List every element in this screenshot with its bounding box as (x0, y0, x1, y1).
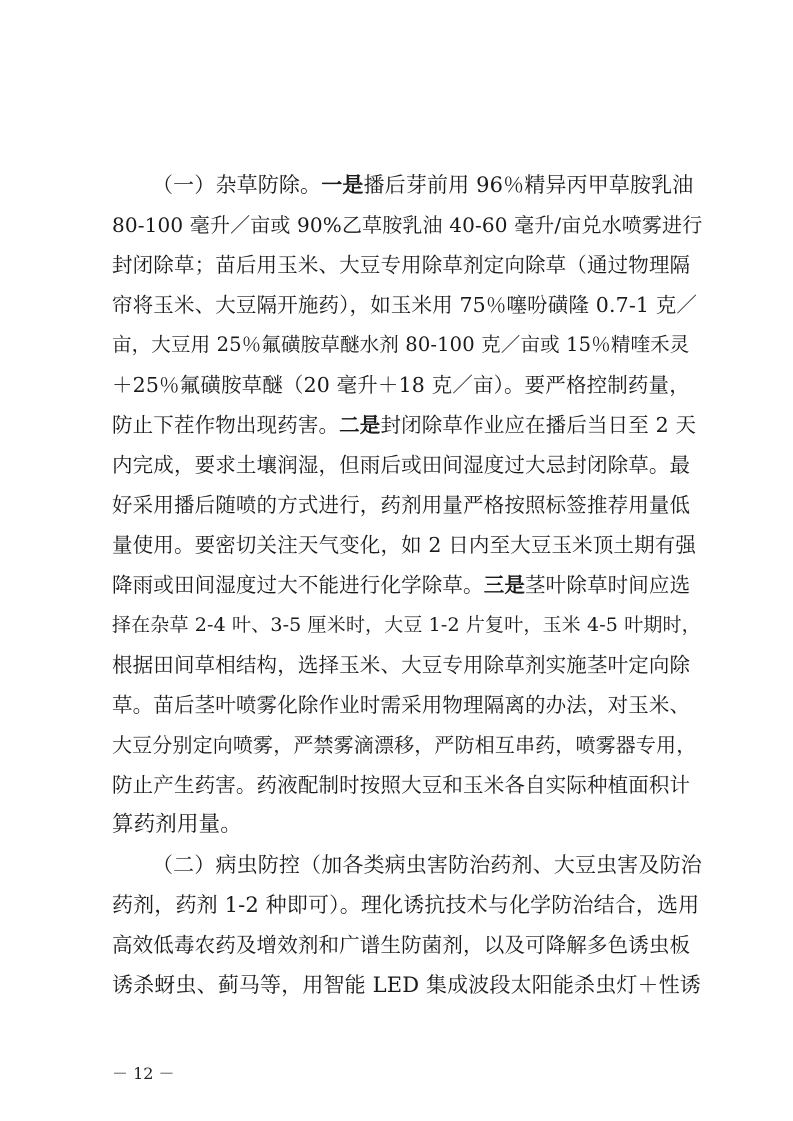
text-segment: 高效低毒农药及增效剂和广谱生防菌剂，以及可降解多色诱虫板 (112, 933, 691, 957)
text-line (112, 367, 690, 403)
text-line (112, 967, 701, 1003)
text-segment: 草。苗后茎叶喷雾化除作业时需采用物理隔离的办法，对玉米、 (112, 693, 691, 717)
text-segment: 防止下茬作物出现药害。 (112, 413, 340, 437)
text-line (112, 207, 702, 243)
text-segment: 药剂，药剂 1-2 种即可）。理化诱抗技术与化学防治结合，选用 (112, 893, 700, 917)
text-line (112, 647, 690, 683)
text-segment: （二）病虫防控（加各类病虫害防治药剂、大豆虫害及防治 (152, 853, 702, 877)
bold-marker-second: 二是 (339, 413, 381, 437)
text-segment: 80-100 毫升／亩或 90%乙草胺乳油 40-60 毫升/亩兑水喷雾进行 (112, 213, 703, 237)
text-line (112, 887, 699, 923)
text-segment: 防止产生药害。药液配制时按照大豆和玉米各自实际种植面积计 (112, 773, 691, 797)
text-segment: （一）杂草防除。 (152, 173, 322, 197)
text-line (112, 527, 696, 563)
text-segment: 量使用。要密切关注天气变化，如 2 日内至大豆玉米顶土期有强 (112, 533, 697, 557)
text-line (112, 447, 690, 483)
bold-marker-third: 三是 (483, 573, 526, 597)
page-number: － 12 － (112, 1064, 175, 1083)
text-line (112, 807, 242, 843)
text-line (112, 687, 690, 723)
text-segment: 算药剂用量。 (112, 812, 242, 837)
text-line (112, 327, 689, 363)
text-segment: 封闭除草；苗后用玉米、大豆专用除草剂定向除草（通过物理隔 (112, 253, 691, 277)
paragraph-weed-control-line-1 (152, 167, 693, 203)
text-segment: 播后芽前用 96％精异丙甲草胺乳油 (363, 173, 694, 197)
text-line (112, 247, 690, 283)
text-segment: 诱杀蚜虫、蓟马等，用智能 LED 集成波段太阳能杀虫灯＋性诱 (112, 973, 701, 997)
text-segment: 择在杂草 2-4 叶、3-5 厘米时，大豆 1-2 片复叶，玉米 4-5 叶期时， (112, 614, 701, 636)
text-segment: 好采用播后随喷的方式进行，药剂用量严格按照标签推荐用量低 (112, 493, 691, 517)
text-segment: 大豆分别定向喷雾，严禁雾滴漂移，严防相互串药，喷雾器专用， (112, 733, 697, 757)
bold-marker-first: 一是 (321, 172, 364, 197)
text-segment: ＋25％氟磺胺草醚（20 毫升＋18 克／亩）。要严格控制药量， (112, 373, 690, 397)
text-segment: 茎叶除草时间应选 (525, 573, 691, 597)
text-line (112, 727, 696, 763)
text-line (112, 287, 697, 323)
text-line (112, 487, 690, 523)
text-segment: 根据田间草相结构，选择玉米、大豆专用除草剂实施茎叶定向除 (112, 653, 691, 677)
text-line (112, 607, 701, 643)
text-line (112, 767, 690, 803)
text-line (112, 927, 690, 963)
text-segment: 封闭除草作业应在播后当日至 2 天 (380, 413, 697, 437)
text-line (112, 567, 690, 603)
text-segment: 帘将玉米、大豆隔开施药），如玉米用 75％噻吩磺隆 0.7-1 克／ (112, 293, 698, 317)
text-segment: 亩，大豆用 25％氟磺胺草醚水剂 80-100 克／亩或 15％精喹禾灵 (112, 333, 690, 356)
paragraph-pest-control-line-1 (152, 847, 702, 883)
text-segment: 内完成，要求土壤润湿，但雨后或田间湿度过大忌封闭除草。最 (112, 453, 691, 477)
text-line (112, 407, 696, 443)
text-segment: 降雨或田间湿度过大不能进行化学除草。 (112, 573, 484, 597)
